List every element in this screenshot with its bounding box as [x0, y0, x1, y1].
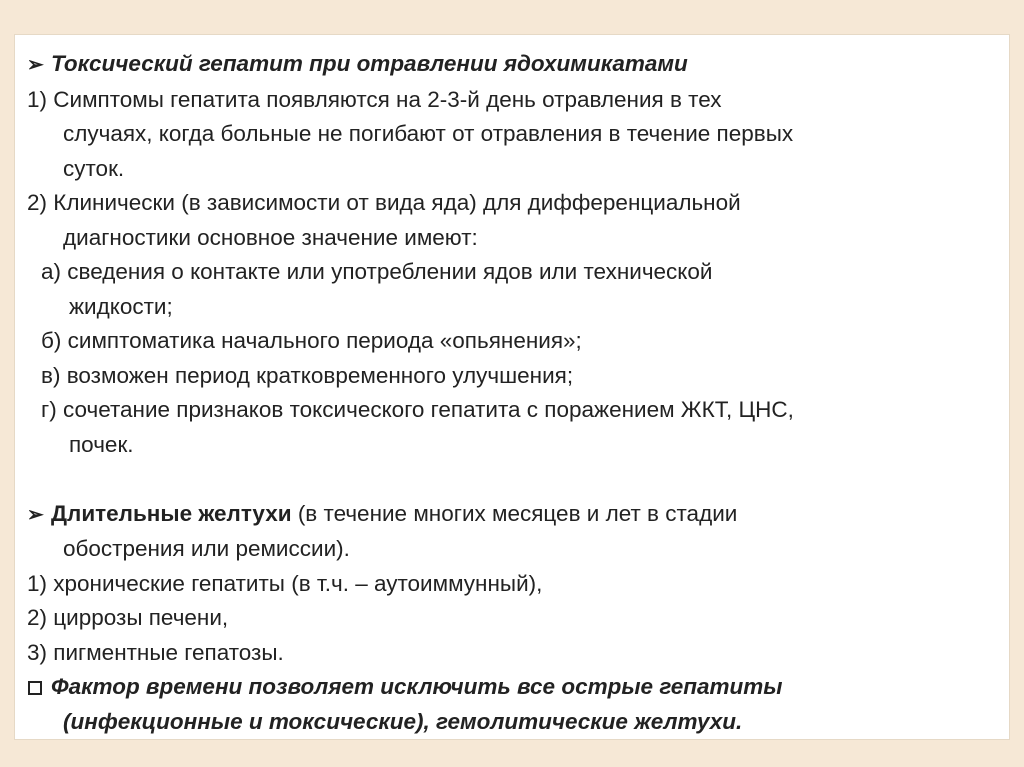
point-2-line-2: диагностики основное значение имеют: [63, 224, 478, 250]
slide-content [27, 47, 997, 739]
point-1-line-3: суток. [63, 155, 125, 181]
subpoint-d-line-1: г) сочетание признаков токсического гепатита с поражением ЖКТ, ЦНС, [41, 397, 794, 422]
point-1-line-2: случаях, когда больные не погибают от отравления в течение первых [63, 121, 794, 146]
subpoint-a-line-1: а) сведения о контакте или употреблении ядов или технической [41, 259, 713, 284]
point-2-line-1: 2) Клинически (в зависимости от вида яда) для дифференциальной [27, 190, 741, 215]
conclusion-line-1: Фактор времени позволяет исключить все острые гепатиты [27, 670, 997, 705]
jaundice-item-2: 2) циррозы печени, [27, 605, 229, 630]
section-gap [27, 462, 997, 497]
point-1-line-1: 1) Симптомы гепатита появляются на 2-3-й день отравления в тех [27, 86, 722, 112]
checkbox-bullet-icon [28, 681, 42, 695]
subpoint-c: в) возможен период кратковременного улучшения; [41, 362, 574, 388]
jaundice-item-3: 3) пигментные гепатозы. [27, 639, 284, 665]
jaundice-item-1: 1) хронические гепатиты (в т.ч. – аутоиммунный), [27, 570, 543, 596]
arrow-bullet-icon: ➢ [27, 54, 44, 76]
slide [14, 34, 1010, 740]
subpoint-d-line-2: почек. [69, 431, 134, 457]
toxic-hepatitis-heading: ➢ Токсический гепатит при отравлении ядохимикатами [27, 47, 997, 83]
long-jaundice-heading-line-2: обострения или ремиссии). [63, 536, 350, 561]
conclusion-line-2: (инфекционные и токсические), гемолитические желтухи. [63, 708, 743, 734]
arrow-bullet-icon: ➢ [27, 503, 44, 526]
subpoint-a-line-2: жидкости; [69, 293, 173, 319]
subpoint-b: б) симптоматика начального периода «опьянения»; [41, 328, 582, 353]
long-jaundice-heading: ➢ Длительные желтухи (в течение многих месяцев и лет в стадии [27, 497, 997, 533]
